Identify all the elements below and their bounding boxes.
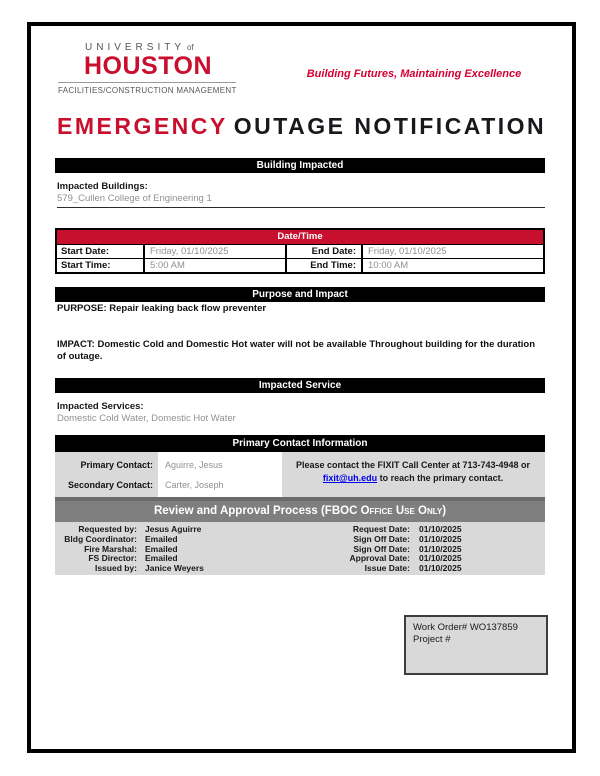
sign-off-date-value: 01/10/2025 xyxy=(419,533,462,544)
list-item xyxy=(285,545,541,555)
primary-contact-value: Aguirre, Jesus xyxy=(165,460,223,470)
requested-by-value: Jesus Aguirre xyxy=(145,524,202,534)
fixit-note-line2: to reach the primary contact. xyxy=(377,473,504,483)
request-date-label: Request Date: xyxy=(352,524,410,534)
fs-director-label: FS Director: xyxy=(88,553,137,564)
fixit-contact-note xyxy=(285,459,541,485)
list-item xyxy=(285,525,541,535)
secondary-contact-value: Carter, Joseph xyxy=(165,480,224,490)
impacted-buildings-label: Impacted Buildings: xyxy=(57,181,148,192)
page-title-emergency: EMERGENCY xyxy=(57,113,228,139)
section-header-building-impacted: Building Impacted xyxy=(55,158,545,173)
issued-by-label: Issued by: xyxy=(94,563,137,574)
logo-university-text: UNIVERSITY xyxy=(85,42,186,53)
table-row xyxy=(57,244,543,258)
review-right-column xyxy=(285,525,541,574)
list-item xyxy=(285,564,541,574)
impact-text: IMPACT: Domestic Cold and Domestic Hot water will not be available Throughout building for the duration of outage. xyxy=(57,339,536,362)
issue-date-value: 01/10/2025 xyxy=(419,563,462,574)
end-date-value: Friday, 01/10/2025 xyxy=(368,246,447,257)
requested-by-label: Requested by: xyxy=(78,524,137,534)
tagline: Building Futures, Maintaining Excellence xyxy=(306,68,522,80)
bldg-coordinator-label: Bldg Coordinator: xyxy=(64,533,137,544)
approval-date-label: Approval Date: xyxy=(349,553,410,564)
request-date-value: 01/10/2025 xyxy=(419,524,462,534)
review-approval-panel xyxy=(55,522,545,575)
list-item xyxy=(285,535,541,545)
start-date-value: Friday, 01/10/2025 xyxy=(145,245,287,258)
list-item xyxy=(55,564,285,574)
secondary-contact-label: Secondary Contact: xyxy=(67,480,153,490)
impacted-buildings-value: 579_Cullen College of Engineering 1 xyxy=(57,193,545,208)
section-header-review-approval xyxy=(55,501,545,522)
fs-director-value: Emailed xyxy=(145,553,178,564)
project-number: Project # xyxy=(413,634,451,645)
purpose-text: PURPOSE: Repair leaking back flow preventer xyxy=(57,303,267,314)
primary-contact-panel xyxy=(55,452,545,497)
table-row xyxy=(57,258,543,272)
section-header-primary-contact: Primary Contact Information xyxy=(55,435,545,452)
fire-marshal-value: Emailed xyxy=(145,543,178,554)
work-order-number: Work Order# WO137859 xyxy=(413,622,518,633)
issue-date-label: Issue Date: xyxy=(364,563,410,574)
review-left-column xyxy=(55,525,285,574)
uh-logo xyxy=(58,42,248,95)
end-date-label: End Date: xyxy=(287,245,363,258)
logo-divider-line xyxy=(58,82,236,83)
start-time-value: 5:00 AM xyxy=(145,259,287,272)
bldg-coordinator-value: Emailed xyxy=(145,533,178,544)
end-time-label: End Time: xyxy=(287,259,363,272)
end-time-value: 10:00 AM xyxy=(368,260,409,271)
impacted-services-value: Domestic Cold Water, Domestic Hot Water xyxy=(57,413,236,424)
section-header-impacted-service: Impacted Service xyxy=(55,378,545,393)
list-item xyxy=(285,554,541,564)
logo-department-text: FACILITIES/CONSTRUCTION MANAGEMENT xyxy=(58,86,237,96)
work-order-box xyxy=(404,615,548,675)
sign-off-date-label: Sign Off Date: xyxy=(353,543,410,554)
impacted-services-label: Impacted Services: xyxy=(57,401,144,412)
primary-contact-label: Primary Contact: xyxy=(80,460,153,470)
approval-date-value: 01/10/2025 xyxy=(419,553,462,564)
logo-of-text: of xyxy=(187,43,194,52)
logo-houston-text: HOUSTON xyxy=(84,52,213,80)
fire-marshal-label: Fire Marshal: xyxy=(84,543,137,554)
review-header-main: Review and Approval Process xyxy=(153,505,321,517)
contact-values-cell xyxy=(158,452,282,497)
fixit-note-line1: Please contact the FIXIT Call Center at 713-743-4948 or xyxy=(295,460,531,470)
date-time-table xyxy=(55,228,545,274)
sign-off-date-label: Sign Off Date: xyxy=(353,533,410,544)
start-time-label: Start Time: xyxy=(57,259,145,272)
page-title-rest: OUTAGE NOTIFICATION xyxy=(233,113,547,139)
fixit-email-link[interactable]: fixit@uh.edu xyxy=(322,473,378,483)
page-title xyxy=(57,113,557,140)
review-header-suffix: (FBOC Office Use Only) xyxy=(320,505,447,517)
issued-by-value: Janice Weyers xyxy=(145,563,204,574)
sign-off-date-value: 01/10/2025 xyxy=(419,543,462,554)
section-header-purpose-impact: Purpose and Impact xyxy=(55,287,545,302)
date-time-table-header: Date/Time xyxy=(57,230,543,244)
start-date-label: Start Date: xyxy=(57,245,145,258)
